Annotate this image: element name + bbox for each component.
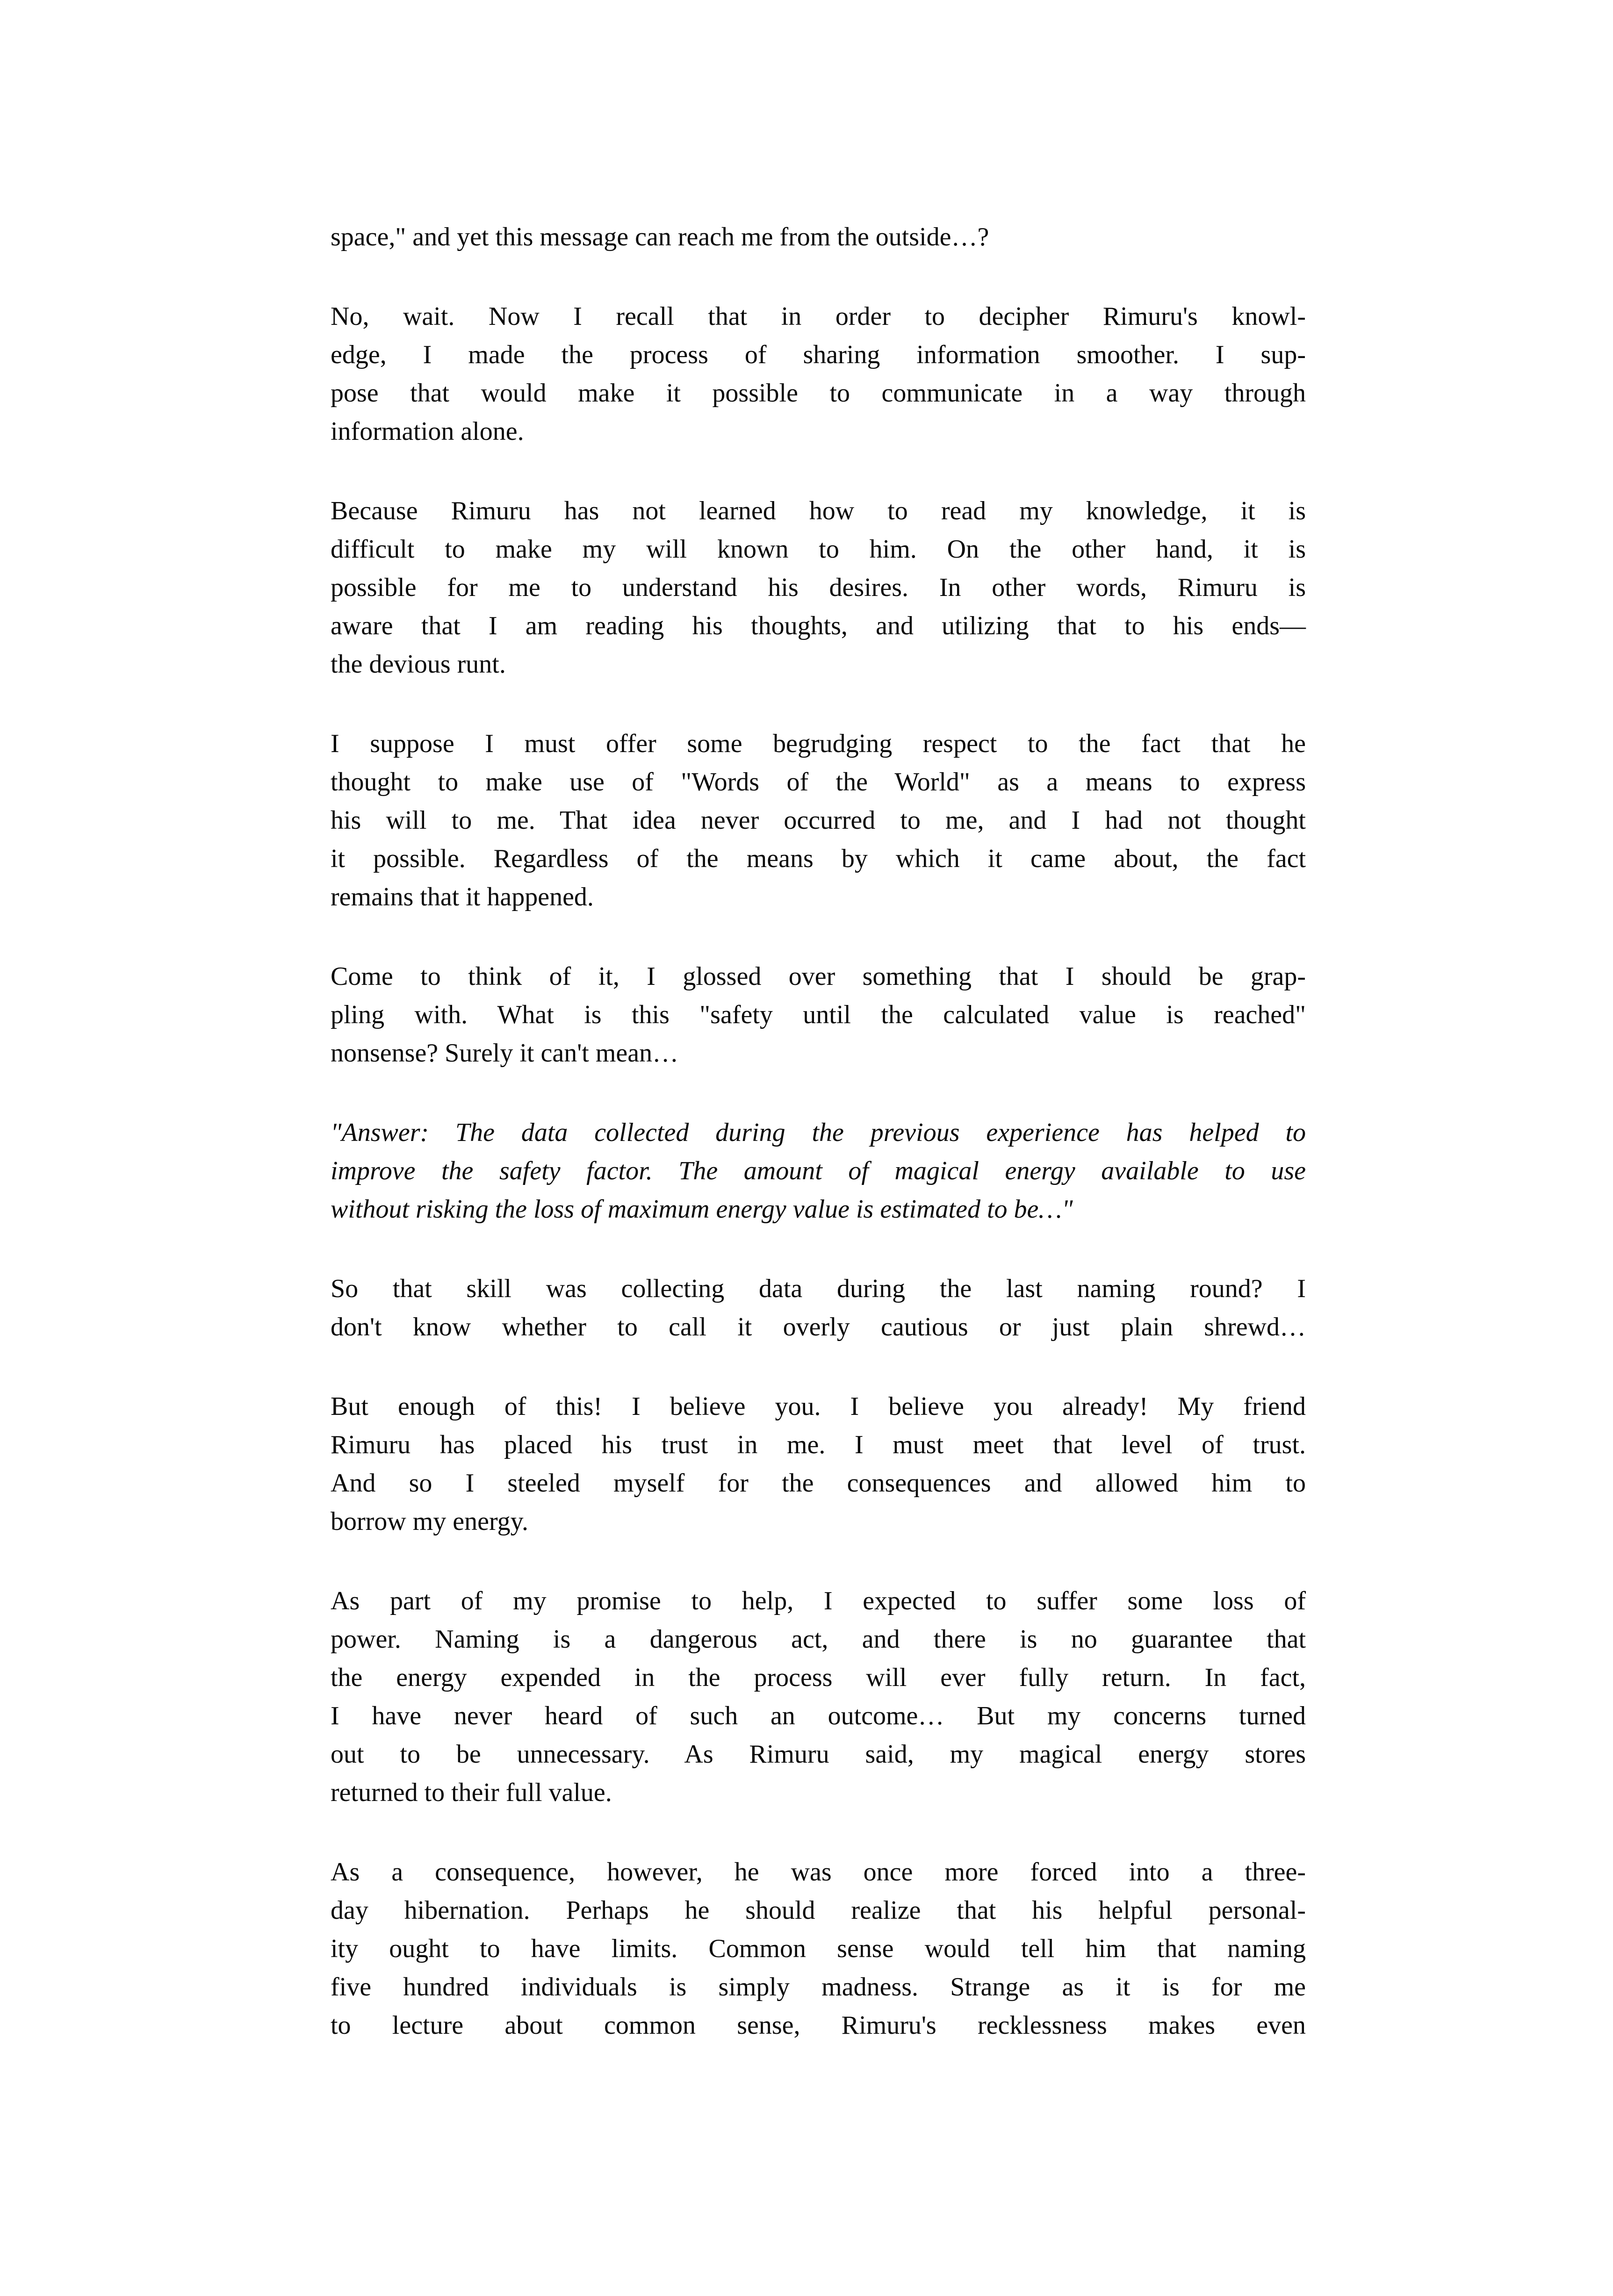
text-line: remains that it happened. <box>331 883 594 911</box>
text-line: And so I steeled myself for the consequences and allowed him to <box>331 1469 1306 1498</box>
text-line: power. Naming is a dangerous act, and there is no guarantee that <box>331 1625 1306 1654</box>
text-line: it possible. Regardless of the means by which it came about, the fact <box>331 844 1306 873</box>
body-text <box>331 218 1306 2045</box>
paragraph <box>331 218 1306 256</box>
text-line: day hibernation. Perhaps he should realize that his helpful personal- <box>331 1896 1306 1925</box>
text-line: his will to me. That idea never occurred to me, and I had not thought <box>331 806 1306 835</box>
text-line: No, wait. Now I recall that in order to decipher Rimuru's knowl- <box>331 302 1306 331</box>
paragraph <box>331 297 1306 451</box>
text-line: don't know whether to call it overly cautious or just plain shrewd… <box>331 1313 1306 1342</box>
text-line: the energy expended in the process will ever fully return. In fact, <box>331 1663 1306 1692</box>
paragraph <box>331 1270 1306 1346</box>
text-line: to lecture about common sense, Rimuru's recklessness makes even <box>331 2011 1306 2040</box>
text-line: space," and yet this message can reach me from the outside…? <box>331 222 989 251</box>
text-line: "Answer: The data collected during the previous experience has helped to <box>331 1118 1306 1147</box>
text-line: pling with. What is this "safety until the calculated value is reached" <box>331 1000 1306 1029</box>
text-line: Rimuru has placed his trust in me. I must meet that level of trust. <box>331 1430 1306 1459</box>
text-line: possible for me to understand his desires. In other words, Rimuru is <box>331 573 1306 602</box>
text-line: I have never heard of such an outcome… But my concerns turned <box>331 1701 1306 1730</box>
text-line: edge, I made the process of sharing information smoother. I sup- <box>331 340 1306 369</box>
paragraph <box>331 1853 1306 2045</box>
text-line: But enough of this! I believe you. I believe you already! My friend <box>331 1392 1306 1421</box>
text-line: I suppose I must offer some begrudging respect to the fact that he <box>331 729 1306 758</box>
text-line: aware that I am reading his thoughts, and utilizing that to his ends— <box>331 611 1306 640</box>
text-line: nonsense? Surely it can't mean… <box>331 1039 679 1068</box>
text-line: Come to think of it, I glossed over something that I should be grap- <box>331 962 1306 991</box>
text-line: five hundred individuals is simply madness. Strange as it is for me <box>331 1973 1306 2002</box>
text-line: without risking the loss of maximum energy value is estimated to be…" <box>331 1195 1073 1224</box>
text-line: the devious runt. <box>331 650 506 679</box>
text-line: borrow my energy. <box>331 1507 529 1536</box>
text-line: improve the safety factor. The amount of magical energy available to use <box>331 1156 1306 1185</box>
paragraph <box>331 725 1306 916</box>
text-line: So that skill was collecting data during the last naming round? I <box>331 1274 1306 1303</box>
text-line: thought to make use of "Words of the World" as a means to express <box>331 768 1306 796</box>
text-line: Because Rimuru has not learned how to read my knowledge, it is <box>331 496 1306 525</box>
paragraph <box>331 957 1306 1072</box>
text-line: information alone. <box>331 417 524 446</box>
text-line: returned to their full value. <box>331 1778 612 1807</box>
paragraph <box>331 1582 1306 1812</box>
paragraph <box>331 492 1306 683</box>
text-line: pose that would make it possible to communicate in a way through <box>331 379 1306 408</box>
paragraph <box>331 1113 1306 1228</box>
text-line: As a consequence, however, he was once more forced into a three- <box>331 1858 1306 1887</box>
text-line: out to be unnecessary. As Rimuru said, my magical energy stores <box>331 1740 1306 1769</box>
text-line: As part of my promise to help, I expected to suffer some loss of <box>331 1586 1306 1615</box>
text-line: ity ought to have limits. Common sense would tell him that naming <box>331 1934 1306 1963</box>
text-line: difficult to make my will known to him. On the other hand, it is <box>331 535 1306 564</box>
paragraph <box>331 1387 1306 1541</box>
